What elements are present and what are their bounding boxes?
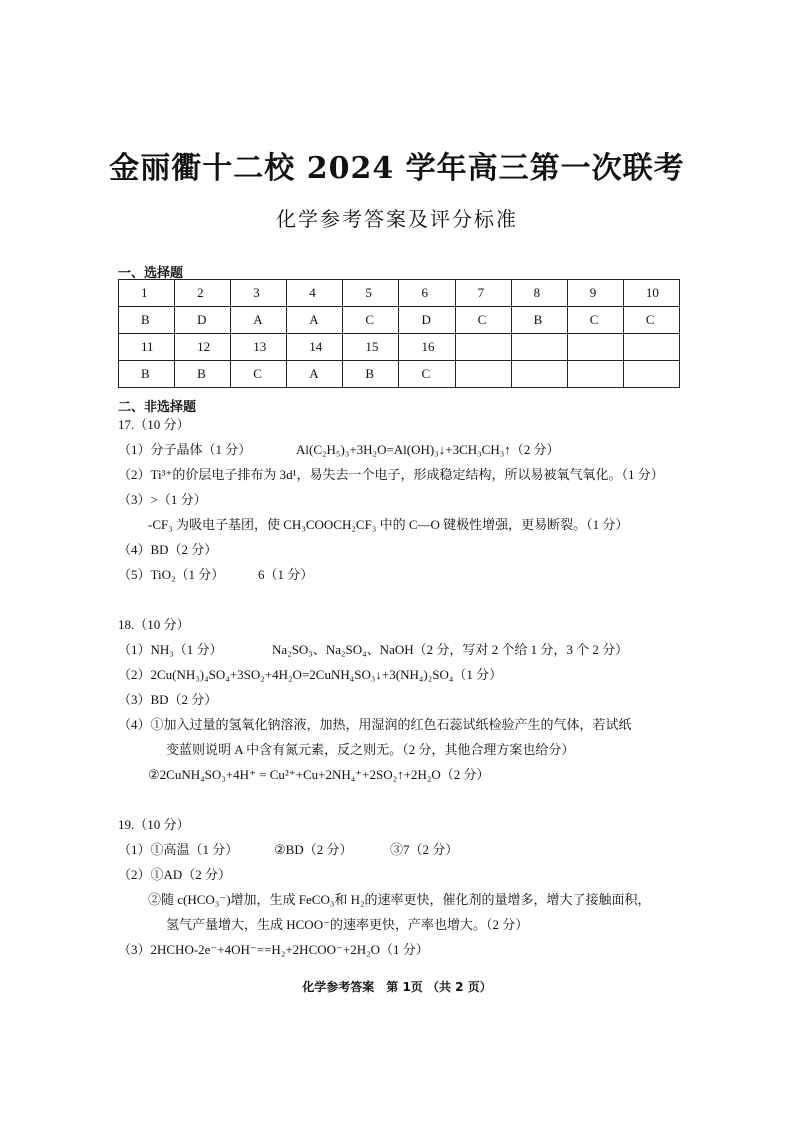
- q17-part3: （3）>（1 分）: [118, 492, 207, 507]
- table-cell: B: [511, 307, 567, 334]
- q19-part2: （2）①AD（2 分）: [118, 867, 232, 882]
- section-heading-nonchoice: 二、非选择题: [118, 400, 197, 415]
- table-cell: 3: [231, 280, 287, 307]
- table-cell: [623, 334, 679, 361]
- table-cell: 4: [287, 280, 343, 307]
- q19-part2-c: 氢气产量增大，生成 HCOO⁻的速率更快，产率也增大。（2 分）: [166, 917, 529, 932]
- table-row: [119, 334, 680, 361]
- table-cell: C: [231, 361, 287, 388]
- table-cell: [567, 334, 623, 361]
- table-cell: 2: [175, 280, 231, 307]
- table-cell: 7: [455, 280, 511, 307]
- q17-part5-a: （5）TiO₂（1 分）: [118, 567, 225, 582]
- table-cell: 12: [175, 334, 231, 361]
- table-cell: C: [343, 307, 399, 334]
- q19-part1-c: ③7（2 分）: [390, 842, 459, 857]
- section-heading-choice: 一、选择题: [118, 266, 184, 281]
- table-cell: D: [399, 307, 455, 334]
- q19-part1-b: ②BD（2 分）: [274, 842, 353, 857]
- table-cell: [623, 361, 679, 388]
- table-row: [119, 280, 680, 307]
- table-cell: 1: [119, 280, 175, 307]
- table-cell: 10: [623, 280, 679, 307]
- table-cell: 8: [511, 280, 567, 307]
- q19-heading: 19.（10 分）: [118, 817, 190, 832]
- q17-part5-b: 6（1 分）: [258, 567, 314, 582]
- page-subtitle: 化学参考答案及评分标准: [276, 207, 518, 231]
- q18-part4-c: ②2CuNH₄SO₃+4H⁺ = Cu²⁺+Cu+2NH₄⁺+2SO₂↑+2H₂O（2 分）: [148, 767, 490, 782]
- table-cell: [455, 361, 511, 388]
- q17-heading: 17.（10 分）: [118, 417, 190, 432]
- q19-part1-a: （1）①高温（1 分）: [118, 842, 239, 857]
- table-cell: C: [567, 307, 623, 334]
- q17-part1-b: Al(C₂H₅)₃+3H₂O=Al(OH)₃↓+3CH₃CH₃↑（2 分）: [296, 442, 560, 457]
- table-cell: D: [175, 307, 231, 334]
- table-cell: C: [399, 361, 455, 388]
- q17-part3-explanation: -CF₃ 为吸电子基团，使 CH₃COOCH₂CF₃ 中的 C—O 键极性增强，更易断裂。（1 分）: [148, 517, 629, 532]
- table-row: [119, 307, 680, 334]
- page-footer: 化学参考答案 第 1页 （共 2 页）: [302, 980, 492, 994]
- q18-part3: （3）BD（2 分）: [118, 692, 218, 707]
- q18-part4-a: （4）①加入过量的氢氧化钠溶液，加热，用湿润的红色石蕊试纸检验产生的气体，若试纸: [118, 717, 632, 732]
- table-cell: 6: [399, 280, 455, 307]
- answer-table: [118, 279, 680, 388]
- table-cell: C: [623, 307, 679, 334]
- table-cell: [455, 334, 511, 361]
- page-title: 金丽衢十二校 2024 学年高三第一次联考: [109, 151, 685, 186]
- table-cell: 16: [399, 334, 455, 361]
- q19-part2-b: ②随 c(HCO₃⁻)增加，生成 FeCO₃和 H₂的速率更快，催化剂的量增多，增大了接触面积，: [148, 892, 651, 907]
- q18-part2: （2）2Cu(NH₃)₄SO₄+3SO₂+4H₂O=2CuNH₄SO₃↓+3(NH₄)₂SO₄（1 分）: [118, 667, 503, 682]
- table-cell: B: [343, 361, 399, 388]
- q19-part3: （3）2HCHO-2e⁻+4OH⁻==H₂+2HCOO⁻+2H₂O（1 分）: [118, 942, 429, 957]
- q17-part2: （2）Ti³⁺的价层电子排布为 3d¹，易失去一个电子，形成稳定结构，所以易被氧气氧化。（1 分）: [118, 467, 664, 482]
- table-cell: 9: [567, 280, 623, 307]
- table-cell: [567, 361, 623, 388]
- table-cell: B: [175, 361, 231, 388]
- q18-part1-b: Na₂SO₃、Na₂SO₄、NaOH（2 分，写对 2 个给 1 分，3 个 2 分）: [272, 642, 629, 657]
- table-cell: A: [231, 307, 287, 334]
- table-cell: 11: [119, 334, 175, 361]
- q17-part4: （4）BD（2 分）: [118, 542, 218, 557]
- table-cell: [511, 361, 567, 388]
- q18-heading: 18.（10 分）: [118, 617, 190, 632]
- table-cell: B: [119, 307, 175, 334]
- table-cell: A: [287, 361, 343, 388]
- q18-part1-a: （1）NH₃（1 分）: [118, 642, 223, 657]
- table-cell: 15: [343, 334, 399, 361]
- table-cell: 5: [343, 280, 399, 307]
- table-cell: C: [455, 307, 511, 334]
- table-row: [119, 361, 680, 388]
- table-cell: B: [119, 361, 175, 388]
- table-cell: 13: [231, 334, 287, 361]
- table-cell: 14: [287, 334, 343, 361]
- table-cell: [511, 334, 567, 361]
- q17-part1-a: （1）分子晶体（1 分）: [118, 442, 252, 457]
- table-cell: A: [287, 307, 343, 334]
- q18-part4-b: 变蓝则说明 A 中含有氮元素，反之则无。（2 分，其他合理方案也给分）: [166, 742, 575, 757]
